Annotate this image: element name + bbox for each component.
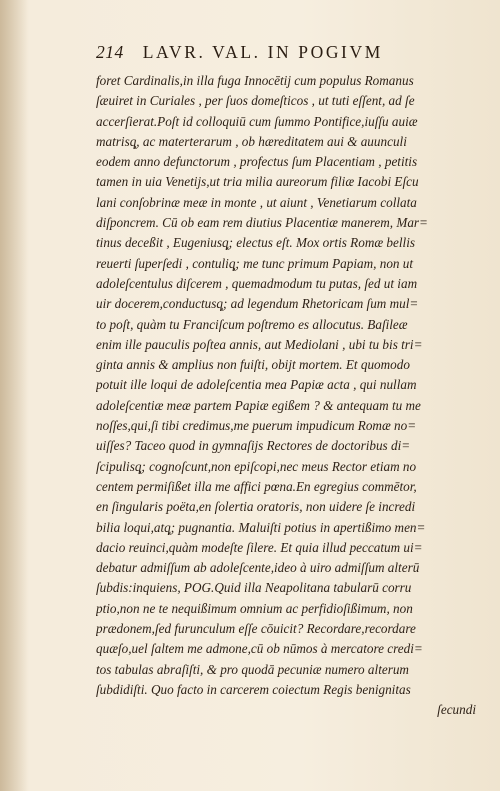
text-line: uir docerem,conductusq̨; ad legendum Rhetoricam ſum mul= — [96, 296, 419, 312]
text-line: debatur admiſſum ab adoleſcente,ideo à uiro admiſſum alterū — [96, 560, 420, 576]
text-line: foret Cardinalis,in illa fuga Innocētij cum populus Romanus — [96, 73, 414, 88]
text-line: diſponcrem. Cū ob eam rem diutius Placentiæ manerem, Mar= — [96, 215, 428, 231]
text-line: uiſſes? Taceo quod in gymnaſijs Rectores de doctoribus di= — [96, 438, 411, 454]
text-line: ſubdis:inquiens, POG.Quid illa Neapolitana tabularū corru — [96, 580, 412, 596]
text-line: potuit ille loqui de adoleſcentia mea Papiæ acta , qui nullam — [96, 377, 417, 393]
text-line: ginta annis & amplius non fuiſti, obijt mortem. Et quomodo — [96, 357, 410, 373]
text-line: ſcipulisq̨; cognoſcunt,non epiſcopi,nec meus Rector etiam no — [96, 458, 417, 474]
text-line: en ſingularis poëta,en ſolertia oratoris, non uidere ſe incredi — [96, 499, 416, 515]
running-header — [96, 42, 486, 63]
text-line: tos tabulas abraſiſti, & pro quodā pecuniæ numero alterum — [96, 661, 409, 677]
text-line: matrisq̨, ac materterarum , ob hæreditatem aui & auunculi — [96, 133, 407, 149]
text-line: tinus deceßit , Eugeniusq̨; electus eſt. Mox ortis Romæ bellis — [96, 235, 416, 251]
text-line: eodem anno defunctorum , profectus ſum Placentiam , petitis — [96, 154, 418, 170]
text-line: enim ille pauculis poſtea annis, aut Mediolani , ubi tu bis tri= — [96, 336, 423, 352]
text-line: prædonem,ſed furunculum eſſe cōuicit? Recordare,recordare — [96, 621, 416, 637]
text-line: noſſes,qui,ſi tibi credimus,me puerum impudicum Romæ no= — [96, 418, 417, 434]
text-line: dacio reuinci,quàm modeſte ſilere. Et quia illud peccatum ui= — [96, 539, 423, 555]
text-line: adoleſcentulus diſcerem , quemadmodum tu putas, ſed ut iam — [96, 275, 418, 291]
text-line: reuerti ſuperſedi , contuliq̨; me tunc primum Papiam, non ut — [96, 255, 414, 271]
page-number: 214 — [96, 42, 124, 62]
text-line: lani conſobrinæ meæ in monte , ut aiunt , Venetiarum collata — [96, 194, 417, 210]
text-line: centem permiſißet illa me affici pœna.En egregius commētor, — [96, 478, 417, 494]
text-body — [96, 71, 494, 721]
gutter-shadow — [0, 0, 28, 791]
running-title: LAVR. VAL. IN POGIVM — [142, 42, 383, 62]
catchword: ſecundi — [437, 702, 476, 718]
text-line: quæſo,uel ſaltem me admone,cū ob nūmos à mercatore credi= — [96, 641, 423, 657]
text-line: ſubdidiſti. Quo facto in carcerem coiectum Regis benignitas — [96, 681, 411, 697]
text-line: bilia loqui,atq̨; pugnantia. Maluiſti potius in apertißimo men= — [96, 519, 426, 535]
text-line: ptio,non ne te nequißimum omnium ac perfidioſißimum, non — [96, 600, 413, 616]
text-line: accerſierat.Poſt id colloquiū cum ſummo Pontifice,iuſſu auiæ — [96, 113, 418, 129]
text-line: tamen in uia Venetijs,ut tria milia aureorum filiæ Iacobi Eſcu — [96, 174, 419, 190]
text-line: adoleſcentiæ meæ partem Papiæ egißem ? & antequam tu me — [96, 397, 421, 413]
text-line: ſæuiret in Curiales , per ſuos domeſticos , ut tuti eſſent, ad ſe — [96, 93, 415, 109]
text-line: to poſt, quàm tu Franciſcum poſtremo es allocutus. Baſileæ — [96, 316, 408, 332]
